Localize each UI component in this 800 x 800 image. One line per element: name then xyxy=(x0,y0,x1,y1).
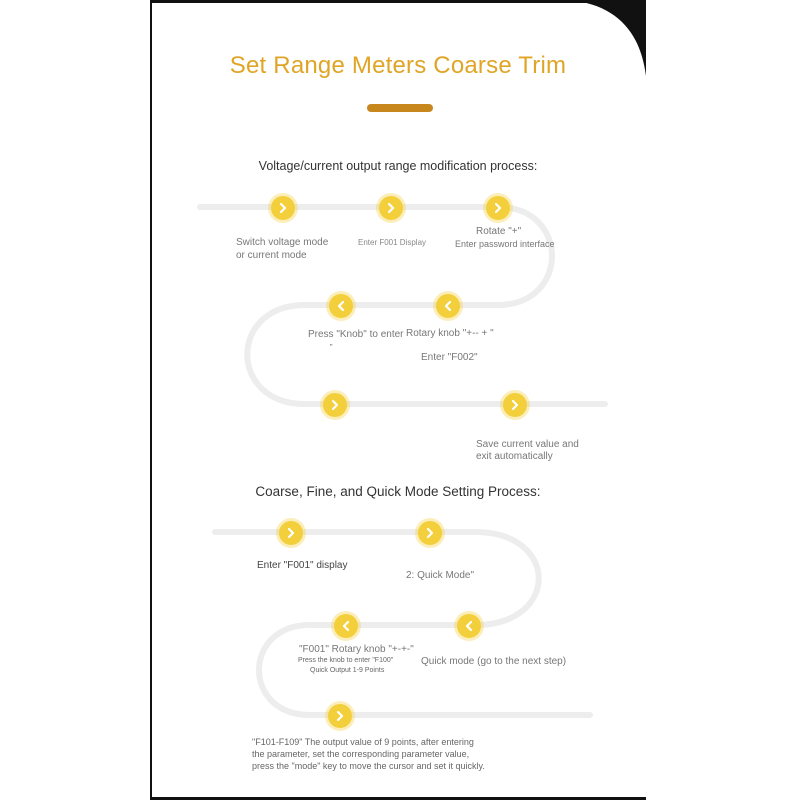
step-node-2 xyxy=(379,196,403,220)
label-quick-output: Quick Output 1-9 Points xyxy=(310,667,385,674)
chevron-left-icon xyxy=(335,300,347,312)
label-save-line2: exit automatically xyxy=(476,451,553,462)
step-node-7 xyxy=(503,393,527,417)
step-node-12 xyxy=(328,704,352,728)
label-enter-f001-display: Enter "F001" display xyxy=(257,560,348,571)
step-node-4 xyxy=(436,294,460,318)
label-f001-rotary: "F001" Rotary knob "+-+-" xyxy=(299,644,414,655)
step-node-8 xyxy=(279,521,303,545)
label-rotate-line1: Rotate "+" xyxy=(476,226,522,237)
label-f101-line2: the parameter, set the corresponding parameter value, xyxy=(252,749,470,759)
section2-heading: Coarse, Fine, and Quick Mode Setting Process: xyxy=(255,484,541,499)
step-node-6 xyxy=(323,393,347,417)
label-f101-line1: "F101-F109" The output value of 9 points, after entering xyxy=(252,737,474,747)
step-node-11 xyxy=(334,614,358,638)
label-rotate-line2: Enter password interface xyxy=(455,239,555,249)
chevron-right-icon xyxy=(277,202,289,214)
label-quick-mode-option: 2: Quick Mode" xyxy=(406,570,475,581)
chevron-right-icon xyxy=(424,527,436,539)
chevron-right-icon xyxy=(385,202,397,214)
step-node-3 xyxy=(486,196,510,220)
label-switch-mode-line1: Switch voltage mode xyxy=(236,237,329,248)
label-rotary-knob: Rotary knob "+-- + " xyxy=(406,328,494,339)
label-enter-f002: Enter "F002" xyxy=(421,352,478,363)
step-node-10 xyxy=(457,614,481,638)
label-switch-mode-line2: or current mode xyxy=(236,250,307,261)
label-enter-f001: Enter F001 Display xyxy=(358,238,427,247)
step-node-5 xyxy=(329,294,353,318)
chevron-right-icon xyxy=(334,710,346,722)
label-f101-line3: press the "mode" key to move the cursor and set it quickly. xyxy=(252,761,485,771)
chevron-right-icon xyxy=(329,399,341,411)
chevron-left-icon xyxy=(340,620,352,632)
label-quick-mode-next: Quick mode (go to the next step) xyxy=(421,656,567,667)
label-press-knob-f100: Press the knob to enter "F100" xyxy=(298,657,394,664)
label-press-knob: Press "Knob" to enter xyxy=(308,329,404,340)
label-press-knob-sub: " xyxy=(330,344,333,351)
chevron-right-icon xyxy=(285,527,297,539)
chevron-right-icon xyxy=(492,202,504,214)
step-node-1 xyxy=(271,196,295,220)
chevron-left-icon xyxy=(463,620,475,632)
chevron-left-icon xyxy=(442,300,454,312)
step-node-9 xyxy=(418,521,442,545)
label-save-line1: Save current value and xyxy=(476,439,579,450)
section1-heading: Voltage/current output range modification process: xyxy=(258,159,538,173)
chevron-right-icon xyxy=(509,399,521,411)
page-title: Set Range Meters Coarse Trim xyxy=(229,52,567,79)
